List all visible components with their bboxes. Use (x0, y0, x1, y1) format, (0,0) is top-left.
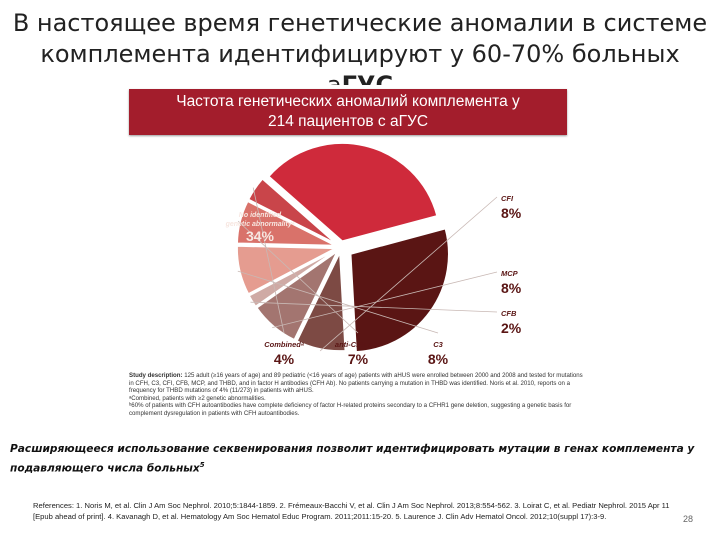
study-note-antibodies: ᵇ60% of patients with CFH autoantibodies have complete deficiency of factor H-related proteins secondary to a CFHR1 gene deletion, suggesting a genetic basis for complement dysregulation in patients with CFH autoantibodies. (129, 402, 572, 417)
slice-label: genetic abnormalityᵃ (225, 221, 295, 228)
slice-label: CFI (501, 194, 514, 203)
slice-value-label: 4% (273, 351, 295, 367)
study-note-combined: ᵃCombined, patients with ≥2 genetic abnormalities. (129, 394, 266, 402)
study-text: 125 adult (≥16 years of age) and 89 pediatric (<16 years of age) patients with aHUS were enrolled between 2000 and 2008 and tested for mutations in CFH, C3, CFI, CFB, MCP, and THBD, and in factor H antibodies (CFH Ab). No patients carrying a mutation in THBD was identified. Noris et al. 2010, reports on a frequency for THBD mutations of 4% (11/273) in patients with aHUS. (129, 372, 583, 395)
study-description (129, 372, 585, 418)
slide-title-text: В настоящее время генетические аномалии в системе комплемента идентифицируют у 60-70% больных (12, 9, 708, 68)
slice-value-label: 8% (427, 351, 449, 367)
slice-value-label: 2% (501, 320, 522, 336)
pie-slice-cfh (351, 229, 449, 352)
slice-label: Combinedᵃ (264, 340, 304, 349)
page-number: 28 (683, 514, 694, 524)
chart-banner-line2: 214 пациентов с аГУС (267, 113, 429, 130)
sequencing-note-text: Расширяющееся использование секвенирования позволит идентифицировать мутации в генах комплемента у подавляющего числа больных (10, 443, 695, 475)
pie-chart (118, 135, 592, 375)
slice-label: MCP (501, 269, 518, 278)
sequencing-note-ref: 5 (199, 461, 205, 469)
study-lead: Study description: (129, 372, 183, 379)
slice-value-label: 34% (245, 228, 275, 244)
slice-label: CFB (501, 309, 517, 318)
slice-value-label: 8% (501, 280, 522, 296)
sequencing-note (10, 441, 712, 477)
slice-value-label: 7% (347, 351, 369, 367)
slice-label: No identified (238, 212, 282, 219)
references: References: 1. Noris M, et al. Clin J Am Soc Nephrol. 2010;5:1844-1859. 2. Frémeaux-Bacchi V, et al. Clin J Am Soc Nephrol. 2013;8:554-562. 3. Loirat C, et al. Pediatr Nephrol. 2015 Apr 11 [Epub ahead of print]. 4. Kavanagh D, et al. Hematology Am Soc Hematol Educ Program. 2011;2011:15-20. 5. Laurence J. Clin Adv Hematol Oncol. 2012;10(suppl 17):3-9. (33, 501, 670, 521)
slice-label: C3 (433, 340, 443, 349)
chart-banner-line1: Частота генетических аномалий комплемента у (176, 93, 520, 110)
slice-label: anti-CFH Abᵇ (334, 340, 382, 349)
chart-banner (129, 89, 567, 135)
slice-value-label: 8% (501, 205, 522, 221)
